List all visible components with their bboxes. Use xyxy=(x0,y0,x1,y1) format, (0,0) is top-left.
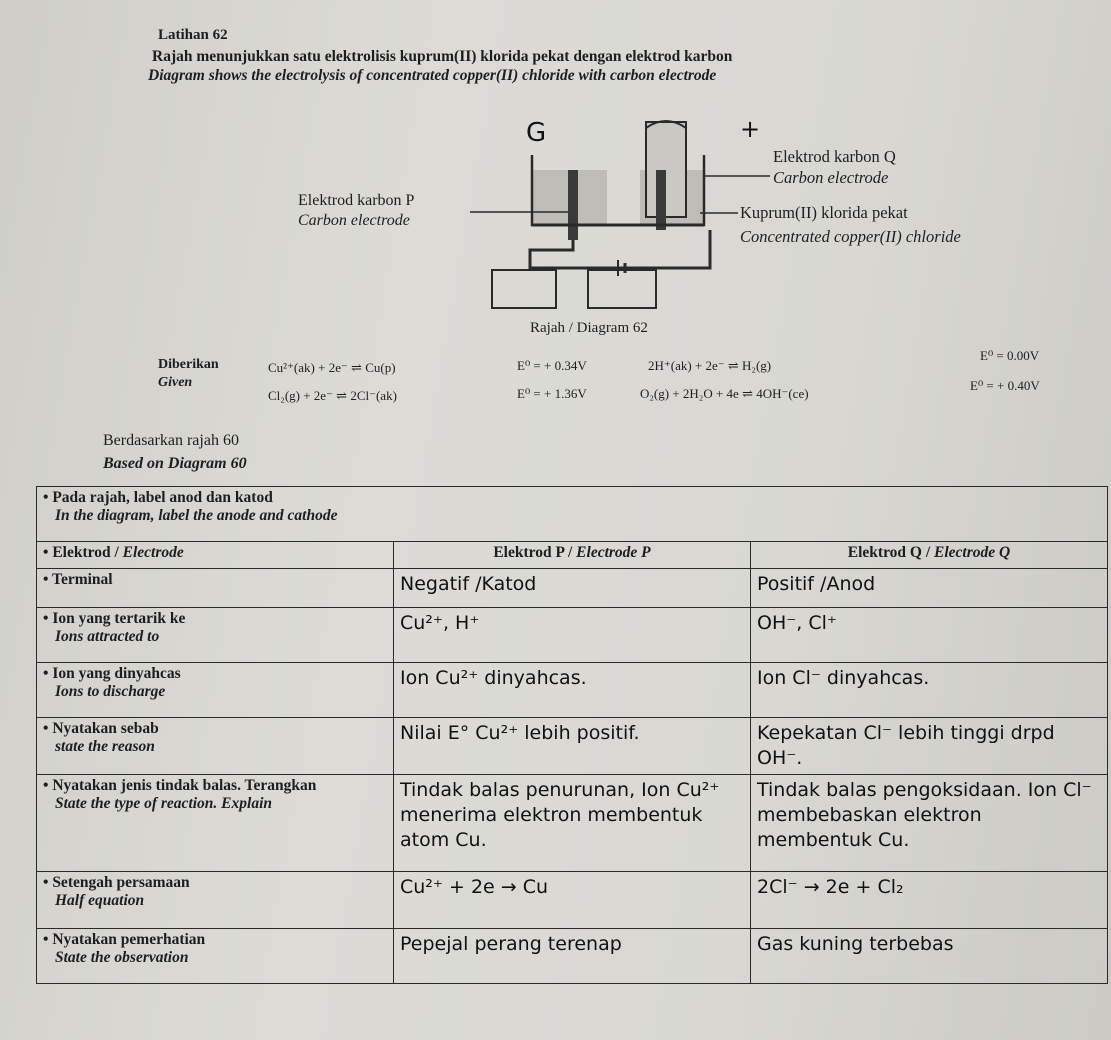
answer-q[interactable]: 2Cl⁻ → 2e + Cl₂ xyxy=(751,872,1108,929)
given-english: Given xyxy=(158,375,193,390)
label-electrode-p-malay: Elektrod karbon P xyxy=(298,192,415,209)
label-electrode-q-malay: Elektrod karbon Q xyxy=(773,147,896,166)
row-label: • Nyatakan sebab state the reason xyxy=(37,718,394,775)
handwritten-cathode-mark: G xyxy=(526,118,547,148)
answer-p[interactable]: Tindak balas penurunan, Ion Cu²⁺ menerima elektron membentuk atom Cu. xyxy=(394,775,751,872)
table-row xyxy=(37,608,1108,663)
instruction-english: In the diagram, label the anode and cathode xyxy=(55,507,338,524)
based-on-english: Based on Diagram 60 xyxy=(103,455,247,472)
potential-chlorine: E⁰ = + 1.36V xyxy=(517,386,587,401)
intro-english: Diagram shows the electrolysis of concentrated copper(II) chloride with carbon electrode xyxy=(148,67,717,84)
table-row xyxy=(37,487,1108,542)
answer-p[interactable]: Cu²⁺, H⁺ xyxy=(394,608,751,663)
answer-q[interactable]: OH⁻, Cl⁺ xyxy=(751,608,1108,663)
row-label: • Nyatakan jenis tindak balas. Terangkan State the type of reaction. Explain xyxy=(37,775,394,872)
row-label: • Ion yang tertarik ke Ions attracted to xyxy=(37,608,394,663)
equation-chlorine: Cl₂(g) + 2e⁻ ⇌ 2Cl⁻(ak) xyxy=(268,388,397,403)
label-electrode-q-english: Carbon electrode xyxy=(773,168,889,187)
label-electrode-p-english: Carbon electrode xyxy=(298,212,410,229)
potential-copper: E⁰ = + 0.34V xyxy=(517,358,587,373)
header-electrode: • Elektrod / Electrode xyxy=(37,542,394,569)
table-row xyxy=(37,718,1108,775)
equation-hydrogen: 2H⁺(ak) + 2e⁻ ⇌ H₂(g) xyxy=(648,358,772,373)
header-electrode-p: Elektrod P / Electrode P xyxy=(394,542,751,569)
handwritten-anode-mark: + xyxy=(740,115,761,143)
equation-oxygen: O₂(g) + 2H₂O + 4e ⇌ 4OH⁻(ce) xyxy=(640,386,809,401)
based-on-malay: Berdasarkan rajah 60 xyxy=(103,432,239,449)
table-header-row xyxy=(37,542,1108,569)
answer-q[interactable]: Ion Cl⁻ dinyahcas. xyxy=(751,663,1108,718)
potential-hydrogen: E⁰ = 0.00V xyxy=(980,348,1040,363)
answer-p[interactable]: Cu²⁺ + 2e → Cu xyxy=(394,872,751,929)
electrolysis-diagram xyxy=(470,110,770,320)
row-label: • Ion yang dinyahcas Ions to discharge xyxy=(37,663,394,718)
instruction-malay: • Pada rajah, label anod dan katod xyxy=(43,489,273,506)
label-solution-malay: Kuprum(II) klorida pekat xyxy=(740,203,908,222)
instruction-cell xyxy=(37,487,1108,542)
answer-q[interactable]: Positif /Anod xyxy=(751,569,1108,608)
exercise-title: Latihan 62 xyxy=(158,27,228,43)
table-row xyxy=(37,929,1108,984)
answer-p[interactable]: Ion Cu²⁺ dinyahcas. xyxy=(394,663,751,718)
potential-oxygen: E⁰ = + 0.40V xyxy=(970,378,1040,393)
row-label: • Nyatakan pemerhatian State the observation xyxy=(37,929,394,984)
answer-q[interactable]: Gas kuning terbebas xyxy=(751,929,1108,984)
row-label: • Setengah persamaan Half equation xyxy=(37,872,394,929)
answer-table xyxy=(36,486,1108,984)
answer-p[interactable]: Pepejal perang terenap xyxy=(394,929,751,984)
answer-q[interactable]: Kepekatan Cl⁻ lebih tinggi drpd OH⁻. xyxy=(751,718,1108,775)
answer-p[interactable]: Nilai E° Cu²⁺ lebih positif. xyxy=(394,718,751,775)
answer-p[interactable]: Negatif /Katod xyxy=(394,569,751,608)
table-row xyxy=(37,569,1108,608)
label-solution-english: Concentrated copper(II) chloride xyxy=(740,227,961,246)
diagram-caption: Rajah / Diagram 62 xyxy=(530,320,648,336)
table-row xyxy=(37,872,1108,929)
intro-malay: Rajah menunjukkan satu elektrolisis kuprum(II) klorida pekat dengan elektrod karbon xyxy=(152,48,733,65)
table-row xyxy=(37,663,1108,718)
equation-copper: Cu²⁺(ak) + 2e⁻ ⇌ Cu(p) xyxy=(268,360,396,375)
answer-q[interactable]: Tindak balas pengoksidaan. Ion Cl⁻ membebaskan elektron membentuk Cu. xyxy=(751,775,1108,872)
given-malay: Diberikan xyxy=(158,357,219,372)
row-label: • Terminal xyxy=(37,569,394,608)
table-row xyxy=(37,775,1108,872)
header-electrode-q: Elektrod Q / Electrode Q xyxy=(751,542,1108,569)
